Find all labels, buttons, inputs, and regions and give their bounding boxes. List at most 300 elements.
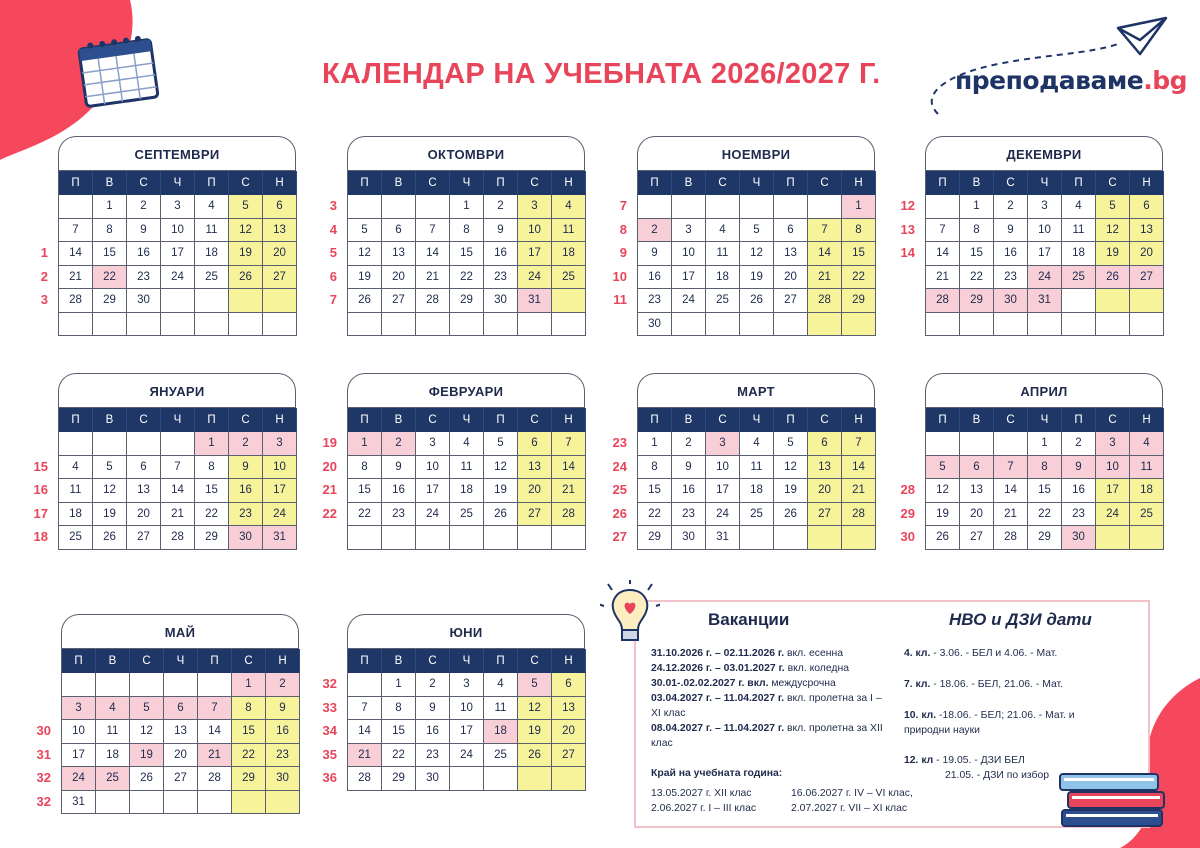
day-cell: 3 <box>1096 432 1130 456</box>
day-cell: 30 <box>266 767 300 791</box>
day-cell: 11 <box>740 456 774 480</box>
weekday-header: Ч <box>740 408 774 432</box>
day-cell: 26 <box>926 526 960 550</box>
day-cell <box>926 195 960 219</box>
day-cell: 8 <box>232 697 266 721</box>
day-cell: 13 <box>1130 219 1164 243</box>
month-grid <box>925 170 1163 336</box>
day-cell: 17 <box>62 744 96 768</box>
day-cell: 19 <box>229 242 263 266</box>
day-cell: 16 <box>484 242 518 266</box>
week-number: 8 <box>619 221 627 237</box>
weekday-header: П <box>348 649 382 673</box>
day-cell: 19 <box>484 479 518 503</box>
day-cell: 2 <box>229 432 263 456</box>
day-cell: 18 <box>706 266 740 290</box>
day-cell: 21 <box>198 744 232 768</box>
day-cell <box>96 673 130 697</box>
day-cell: 28 <box>994 526 1028 550</box>
day-cell: 17 <box>1096 479 1130 503</box>
day-cell: 9 <box>672 456 706 480</box>
day-cell: 14 <box>842 456 876 480</box>
day-cell: 28 <box>926 289 960 313</box>
day-cell: 22 <box>1028 503 1062 527</box>
day-cell: 18 <box>450 479 484 503</box>
day-cell: 26 <box>518 744 552 768</box>
day-cell: 28 <box>416 289 450 313</box>
day-cell: 18 <box>195 242 229 266</box>
day-cell <box>416 526 450 550</box>
day-cell: 6 <box>518 432 552 456</box>
day-cell: 10 <box>1028 219 1062 243</box>
day-cell: 2 <box>638 219 672 243</box>
day-cell <box>672 195 706 219</box>
day-cell: 23 <box>672 503 706 527</box>
day-cell: 4 <box>706 219 740 243</box>
day-cell: 23 <box>416 744 450 768</box>
weekday-header: С <box>232 649 266 673</box>
day-cell: 7 <box>348 697 382 721</box>
day-cell <box>638 195 672 219</box>
day-cell: 17 <box>263 479 297 503</box>
day-cell: 11 <box>59 479 93 503</box>
vacation-item: 31.10.2026 г. – 02.11.2026 г. вкл. есенна <box>651 648 844 659</box>
day-cell <box>263 313 297 337</box>
week-number: 33 <box>322 699 337 715</box>
day-cell: 23 <box>382 503 416 527</box>
day-cell: 29 <box>382 767 416 791</box>
day-cell: 27 <box>263 266 297 290</box>
day-cell: 12 <box>130 720 164 744</box>
month-title: АПРИЛ <box>925 373 1163 411</box>
day-cell: 11 <box>96 720 130 744</box>
month-grid <box>925 407 1163 550</box>
day-cell: 4 <box>96 697 130 721</box>
day-cell: 16 <box>127 242 161 266</box>
day-cell <box>740 313 774 337</box>
day-cell <box>808 313 842 337</box>
day-cell <box>1096 526 1130 550</box>
day-cell: 27 <box>774 289 808 313</box>
weekday-header: В <box>672 171 706 195</box>
day-cell: 31 <box>1028 289 1062 313</box>
day-cell: 31 <box>706 526 740 550</box>
day-cell: 30 <box>127 289 161 313</box>
day-cell <box>164 673 198 697</box>
day-cell: 9 <box>638 242 672 266</box>
weekday-header: П <box>484 171 518 195</box>
day-cell: 30 <box>229 526 263 550</box>
day-cell: 3 <box>416 432 450 456</box>
day-cell: 15 <box>450 242 484 266</box>
day-cell: 26 <box>93 526 127 550</box>
day-cell: 6 <box>1130 195 1164 219</box>
day-cell: 21 <box>552 479 586 503</box>
day-cell <box>1096 313 1130 337</box>
day-cell <box>518 313 552 337</box>
weekday-header: Ч <box>450 408 484 432</box>
weekday-header: П <box>926 408 960 432</box>
week-number: 16 <box>33 482 48 497</box>
day-cell: 7 <box>161 456 195 480</box>
weekday-header: В <box>382 408 416 432</box>
day-cell: 29 <box>93 289 127 313</box>
day-cell: 1 <box>382 673 416 697</box>
day-cell: 25 <box>740 503 774 527</box>
day-cell: 20 <box>382 266 416 290</box>
day-cell: 5 <box>130 697 164 721</box>
weekday-header: П <box>59 408 93 432</box>
day-cell: 28 <box>552 503 586 527</box>
weekday-header: П <box>638 171 672 195</box>
weekday-header: С <box>518 408 552 432</box>
day-cell: 28 <box>808 289 842 313</box>
weekday-header: П <box>198 649 232 673</box>
day-cell: 27 <box>382 289 416 313</box>
day-cell <box>229 289 263 313</box>
day-cell <box>808 195 842 219</box>
day-cell <box>198 791 232 815</box>
day-cell: 3 <box>62 697 96 721</box>
weekday-header: С <box>130 649 164 673</box>
day-cell: 5 <box>229 195 263 219</box>
day-cell: 19 <box>774 479 808 503</box>
day-cell: 2 <box>382 432 416 456</box>
day-cell: 14 <box>161 479 195 503</box>
day-cell <box>774 195 808 219</box>
day-cell <box>382 313 416 337</box>
day-cell: 27 <box>808 503 842 527</box>
weekday-header: В <box>93 408 127 432</box>
weekday-header: Н <box>263 171 297 195</box>
weekday-header: П <box>195 171 229 195</box>
day-cell <box>1028 313 1062 337</box>
exam-item: 12. кл - 19.05. - ДЗИ БЕЛ <box>904 755 1025 766</box>
day-cell: 20 <box>774 266 808 290</box>
day-cell: 6 <box>382 219 416 243</box>
day-cell: 3 <box>518 195 552 219</box>
day-cell: 9 <box>127 219 161 243</box>
day-cell: 13 <box>263 219 297 243</box>
day-cell <box>450 767 484 791</box>
week-number: 9 <box>619 245 627 260</box>
day-cell: 3 <box>1028 195 1062 219</box>
day-cell: 19 <box>348 266 382 290</box>
day-cell: 3 <box>450 673 484 697</box>
day-cell <box>195 313 229 337</box>
day-cell <box>740 526 774 550</box>
weekday-header: Н <box>263 408 297 432</box>
day-cell: 26 <box>740 289 774 313</box>
day-cell: 26 <box>484 503 518 527</box>
day-cell <box>416 313 450 337</box>
month-grid <box>637 170 875 336</box>
exam-extra-line: 21.05. - ДЗИ по избор <box>945 770 1050 781</box>
day-cell: 19 <box>130 744 164 768</box>
day-cell: 2 <box>266 673 300 697</box>
weekday-header: С <box>706 408 740 432</box>
day-cell: 27 <box>127 526 161 550</box>
week-number: 30 <box>900 529 915 544</box>
day-cell: 3 <box>161 195 195 219</box>
weekday-header: Н <box>266 649 300 673</box>
day-cell: 19 <box>1096 242 1130 266</box>
day-cell: 10 <box>1096 456 1130 480</box>
week-number: 6 <box>329 268 337 284</box>
day-cell <box>127 313 161 337</box>
day-cell: 21 <box>416 266 450 290</box>
day-cell: 10 <box>62 720 96 744</box>
day-cell: 2 <box>127 195 161 219</box>
weekday-header: Н <box>552 408 586 432</box>
day-cell: 1 <box>93 195 127 219</box>
day-cell: 11 <box>450 456 484 480</box>
day-cell <box>808 526 842 550</box>
day-cell <box>994 313 1028 337</box>
day-cell: 14 <box>808 242 842 266</box>
week-number: 32 <box>322 676 337 691</box>
day-cell: 31 <box>263 526 297 550</box>
week-number: 20 <box>322 458 337 474</box>
day-cell: 5 <box>1096 195 1130 219</box>
weekday-header: Н <box>552 171 586 195</box>
weekday-header: Ч <box>161 171 195 195</box>
weekday-header: С <box>416 408 450 432</box>
day-cell <box>348 526 382 550</box>
day-cell: 12 <box>93 479 127 503</box>
week-number: 36 <box>322 770 337 785</box>
day-cell <box>93 313 127 337</box>
day-cell: 8 <box>93 219 127 243</box>
day-cell: 9 <box>229 456 263 480</box>
day-cell <box>774 313 808 337</box>
day-cell: 22 <box>638 503 672 527</box>
day-cell: 1 <box>1028 432 1062 456</box>
day-cell <box>1096 289 1130 313</box>
day-cell <box>382 526 416 550</box>
weekday-header: С <box>994 171 1028 195</box>
week-number: 18 <box>33 529 48 544</box>
day-cell: 21 <box>842 479 876 503</box>
day-cell: 26 <box>229 266 263 290</box>
day-cell: 21 <box>59 266 93 290</box>
day-cell: 11 <box>1130 456 1164 480</box>
weekday-header: Н <box>1130 171 1164 195</box>
day-cell: 15 <box>232 720 266 744</box>
day-cell: 26 <box>130 767 164 791</box>
day-cell: 14 <box>416 242 450 266</box>
day-cell: 12 <box>518 697 552 721</box>
day-cell <box>552 526 586 550</box>
weekday-header: С <box>994 408 1028 432</box>
exam-item: 7. кл. - 18.06. - БЕЛ, 21.06. - Мат. <box>904 679 1064 690</box>
day-cell: 10 <box>161 219 195 243</box>
weekday-header: С <box>127 408 161 432</box>
week-number: 11 <box>613 292 627 307</box>
day-cell <box>161 313 195 337</box>
day-cell: 15 <box>348 479 382 503</box>
day-cell: 20 <box>552 720 586 744</box>
day-cell: 2 <box>672 432 706 456</box>
day-cell: 12 <box>348 242 382 266</box>
month-title: МАЙ <box>61 614 299 652</box>
day-cell: 8 <box>1028 456 1062 480</box>
day-cell: 16 <box>229 479 263 503</box>
weekday-header: В <box>93 171 127 195</box>
day-cell: 17 <box>1028 242 1062 266</box>
day-cell: 2 <box>416 673 450 697</box>
vacation-item: 03.04.2027 г. – 11.04.2027 г. вкл. пролетна за I – XI клас <box>651 693 882 719</box>
day-cell <box>130 791 164 815</box>
day-cell <box>960 432 994 456</box>
weekday-header: Ч <box>450 649 484 673</box>
day-cell: 13 <box>382 242 416 266</box>
day-cell: 28 <box>348 767 382 791</box>
day-cell: 13 <box>127 479 161 503</box>
day-cell: 14 <box>926 242 960 266</box>
day-cell <box>706 195 740 219</box>
school-year-end-col1: 13.05.2027 г. XII клас 2.06.2027 г. I – III клас <box>651 788 757 814</box>
day-cell: 22 <box>450 266 484 290</box>
day-cell: 1 <box>960 195 994 219</box>
day-cell <box>161 432 195 456</box>
day-cell: 13 <box>518 456 552 480</box>
day-cell: 11 <box>706 242 740 266</box>
day-cell: 11 <box>195 219 229 243</box>
month-grid <box>58 407 296 550</box>
day-cell: 25 <box>1062 266 1096 290</box>
day-cell: 13 <box>960 479 994 503</box>
week-number: 34 <box>322 723 337 738</box>
day-cell: 17 <box>672 266 706 290</box>
weekday-header: В <box>382 171 416 195</box>
month-title: НОЕМВРИ <box>637 136 875 174</box>
weekday-header: Ч <box>450 171 484 195</box>
day-cell: 29 <box>1028 526 1062 550</box>
day-cell: 18 <box>96 744 130 768</box>
day-cell: 29 <box>232 767 266 791</box>
exam-item: 4. кл. - 3.06. - БЕЛ и 4.06. - Мат. <box>904 648 1058 659</box>
weekday-header: С <box>229 171 263 195</box>
day-cell: 4 <box>195 195 229 219</box>
day-cell <box>926 313 960 337</box>
week-number: 23 <box>612 435 627 450</box>
day-cell: 3 <box>672 219 706 243</box>
day-cell: 6 <box>263 195 297 219</box>
day-cell: 2 <box>1062 432 1096 456</box>
week-number: 12 <box>900 198 915 213</box>
day-cell: 5 <box>926 456 960 480</box>
month-grid <box>637 407 875 550</box>
month-grid <box>347 170 585 336</box>
day-cell: 8 <box>842 219 876 243</box>
week-number: 13 <box>900 221 915 237</box>
vacation-item: 24.12.2026 г. – 03.01.2027 г. вкл. коледна <box>651 663 849 674</box>
week-number: 21 <box>322 482 337 497</box>
weekday-header: С <box>1096 171 1130 195</box>
day-cell: 25 <box>450 503 484 527</box>
month-title: ОКТОМВРИ <box>347 136 585 174</box>
weekday-header: П <box>1062 171 1096 195</box>
day-cell: 8 <box>348 456 382 480</box>
week-number: 28 <box>900 482 915 497</box>
day-cell: 17 <box>518 242 552 266</box>
day-cell: 12 <box>926 479 960 503</box>
day-cell: 19 <box>740 266 774 290</box>
day-cell: 18 <box>740 479 774 503</box>
day-cell: 19 <box>926 503 960 527</box>
weekday-header: Ч <box>1028 408 1062 432</box>
weekday-header: В <box>960 408 994 432</box>
weekday-header: Н <box>842 408 876 432</box>
day-cell: 10 <box>672 242 706 266</box>
day-cell: 30 <box>1062 526 1096 550</box>
month-grid <box>347 407 585 550</box>
day-cell: 18 <box>1130 479 1164 503</box>
week-number: 35 <box>322 746 337 762</box>
weekday-header: П <box>62 649 96 673</box>
day-cell: 5 <box>518 673 552 697</box>
day-cell: 12 <box>774 456 808 480</box>
day-cell: 16 <box>416 720 450 744</box>
day-cell: 11 <box>1062 219 1096 243</box>
weekday-header: П <box>774 171 808 195</box>
day-cell: 13 <box>774 242 808 266</box>
day-cell: 5 <box>484 432 518 456</box>
day-cell: 23 <box>1062 503 1096 527</box>
day-cell: 25 <box>59 526 93 550</box>
day-cell: 13 <box>808 456 842 480</box>
day-cell: 24 <box>416 503 450 527</box>
day-cell: 23 <box>229 503 263 527</box>
day-cell: 22 <box>195 503 229 527</box>
exam-item: 10. кл. -18.06. - БЕЛ; 21.06. - Мат. и природни науки <box>904 710 1075 736</box>
day-cell: 5 <box>93 456 127 480</box>
day-cell: 12 <box>229 219 263 243</box>
day-cell: 26 <box>1096 266 1130 290</box>
weekday-header: П <box>348 408 382 432</box>
day-cell <box>1130 526 1164 550</box>
day-cell: 23 <box>994 266 1028 290</box>
day-cell <box>161 289 195 313</box>
day-cell: 8 <box>382 697 416 721</box>
day-cell: 27 <box>552 744 586 768</box>
day-cell: 1 <box>450 195 484 219</box>
day-cell: 24 <box>672 289 706 313</box>
day-cell: 22 <box>842 266 876 290</box>
day-cell: 7 <box>926 219 960 243</box>
day-cell: 3 <box>706 432 740 456</box>
day-cell: 8 <box>195 456 229 480</box>
day-cell: 6 <box>774 219 808 243</box>
day-cell <box>263 289 297 313</box>
day-cell: 12 <box>740 242 774 266</box>
day-cell: 17 <box>450 720 484 744</box>
day-cell: 14 <box>348 720 382 744</box>
day-cell: 6 <box>808 432 842 456</box>
weekday-header: С <box>229 408 263 432</box>
weekday-header: С <box>518 171 552 195</box>
day-cell: 4 <box>552 195 586 219</box>
day-cell <box>195 289 229 313</box>
day-cell: 16 <box>994 242 1028 266</box>
day-cell: 7 <box>198 697 232 721</box>
day-cell: 18 <box>552 242 586 266</box>
week-number: 2 <box>40 268 48 284</box>
week-number: 24 <box>612 458 627 474</box>
day-cell: 18 <box>59 503 93 527</box>
day-cell: 29 <box>638 526 672 550</box>
